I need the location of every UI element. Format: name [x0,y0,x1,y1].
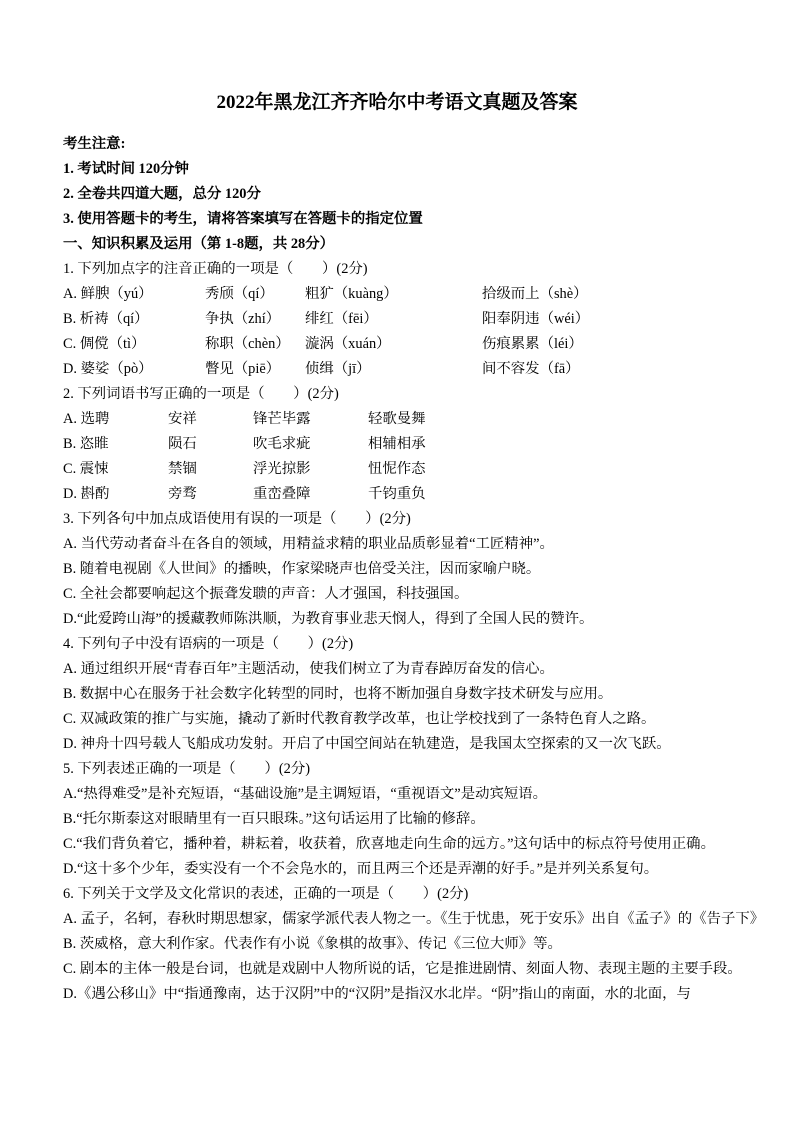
notice-heading: 考生注意: [63,136,126,152]
q2-option-a-word-3: 锋芒毕露 [253,411,311,427]
q6-option-d: D.《遇公移山》中“指通豫南，达于汉阴”中的“汉阴”是指汉水北岸。“阴”指山的南面，水的北面，与 [63,986,691,1002]
q2-option-b-word-3: 吹毛求疵 [253,436,311,452]
q2-option-row-b [63,432,763,457]
q1-option-d-word-3: 侦缉（jī） [305,361,371,377]
q1-option-b-word-2: 争执（zhí） [205,311,281,327]
q1-option-d-word-4: 间不容发（fā） [482,361,580,377]
q2-option-c-word-1: C. 震悚 [63,461,109,477]
q1-option-row-d [63,357,763,382]
q2-option-c-word-4: 忸怩作态 [368,461,426,477]
q2-option-row-a [63,407,763,432]
q2-option-b-word-4: 相辅相承 [368,436,426,452]
q2-option-row-c [63,457,763,482]
q1-option-row-b [63,307,763,332]
notice-item-1: 1. 考试时间 120分钟 [63,161,189,177]
q2-option-a-word-4: 轻歌曼舞 [368,411,426,427]
q4-option-d: D. 神舟十四号载人飞船成功发射。开启了中国空间站在轨建造，是我国太空探索的又一次飞跃。 [63,736,671,752]
q6-option-c: C. 剧本的主体一般是台词，也就是戏剧中人物所说的话，它是推进剧情、刻面人物、表现主题的主要手段。 [63,961,742,977]
q1-stem: 1. 下列加点字的注音正确的一项是（ ）(2分) [63,261,368,277]
q1-option-c-word-3: 漩涡（xuán） [305,336,391,352]
q2-option-b-word-2: 陨石 [168,436,197,452]
q6-stem: 6. 下列关于文学及文化常识的表述，正确的一项是（ ）(2分) [63,886,469,902]
q1-option-row-c [63,332,763,357]
q1-option-c-word-4: 伤痕累累（léi） [482,336,583,352]
q6-option-b: B. 茨威格，意大利作家。代表作有小说《象棋的故事》、传记《三位大师》等。 [63,936,562,952]
q4-option-a: A. 通过组织开展“青春百年”主题活动，使我们树立了为青春踔厉奋发的信心。 [63,661,554,677]
q4-option-c: C. 双减政策的推广与实施，撬动了新时代教育教学改革，也让学校找到了一条特色育人之路。 [63,711,656,727]
q5-stem: 5. 下列表述正确的一项是（ ）(2分) [63,761,311,777]
q4-option-b: B. 数据中心在服务于社会数字化转型的同时，也将不断加强自身数字技术研发与应用。 [63,686,613,702]
q6-option-a: A. 孟子，名轲，春秋时期思想家，儒家学派代表人物之一。《生于忧患，死于安乐》出自《孟子》的《告子下》 [63,911,765,927]
q1-option-b-word-4: 阳奉阴违（wéi） [482,311,590,327]
q3-option-b: B. 随着电视剧《人世间》的播映，作家梁晓声也倍受关注，因而家喻户晓。 [63,561,541,577]
q5-option-d: D.“这十多个少年，委实没有一个不会凫水的，而且两三个还是弄潮的好手。”是并列关系复句。 [63,861,659,877]
q1-option-a-word-2: 秀颀（qí） [205,286,274,302]
q2-option-b-word-1: B. 恣睢 [63,436,109,452]
q2-option-d-word-3: 重峦叠障 [253,486,311,502]
q1-option-d-word-1: D. 婆娑（pò） [63,361,153,377]
q3-stem: 3. 下列各句中加点成语使用有误的一项是（ ）(2分) [63,511,411,527]
q2-option-a-word-1: A. 选聘 [63,411,110,427]
q2-option-c-word-3: 浮光掠影 [253,461,311,477]
q3-option-d: D.“此爱跨山海”的援藏教师陈洪顺，为教育事业悲天悯人，得到了全国人民的赞许。 [63,611,594,627]
q2-option-d-word-4: 千钧重负 [368,486,426,502]
exam-title: 2022年黑龙江齐齐哈尔中考语文真题及答案 [216,92,578,113]
q2-option-a-word-2: 安祥 [168,411,197,427]
q2-stem: 2. 下列词语书写正确的一项是（ ）(2分) [63,386,339,402]
q5-option-a: A.“热得难受”是补充短语，“基础设施”是主调短语，“重视语文”是动宾短语。 [63,786,548,802]
q3-option-c: C. 全社会都要响起这个振聋发聩的声音：人才强国，科技强国。 [63,586,469,602]
notice-item-2: 2. 全卷共四道大题，总分 120分 [63,186,261,202]
q2-option-d-word-2: 旁骛 [168,486,197,502]
q2-option-c-word-2: 禁锢 [168,461,197,477]
q3-option-a: A. 当代劳动者奋斗在各自的领域，用精益求精的职业品质彰显着“工匠精神”。 [63,536,554,552]
section-1-heading: 一、知识积累及运用（第 1-8题，共 28分） [63,236,335,252]
q5-option-c: C.“我们背负着它，播种着，耕耘着，收获着，欣喜地走向生命的远方。”这句话中的标点符号使用正确。 [63,836,715,852]
q5-option-b: B.“托尔斯泰这对眼睛里有一百只眼珠。”这句话运用了比输的修辞。 [63,811,485,827]
q1-option-a-word-1: A. 鲜腴（yú） [63,286,153,302]
q1-option-a-word-3: 粗犷（kuàng） [305,286,398,302]
q4-stem: 4. 下列句子中没有语病的一项是（ ）(2分) [63,636,354,652]
q2-option-row-d [63,482,763,507]
q1-option-b-word-3: 绯红（fēi） [305,311,378,327]
q2-option-d-word-1: D. 斟酌 [63,486,110,502]
q1-option-row-a [63,282,763,307]
q1-option-b-word-1: B. 析祷（qí） [63,311,149,327]
q1-option-a-word-4: 拾级而上（shè） [482,286,588,302]
q1-option-d-word-2: 瞥见（piē） [205,361,281,377]
notice-item-3: 3. 使用答题卡的考生，请将答案填写在答题卡的指定位置 [63,211,423,227]
q1-option-c-word-1: C. 倜傥（tì） [63,336,146,352]
q1-option-c-word-2: 称职（chèn） [205,336,290,352]
